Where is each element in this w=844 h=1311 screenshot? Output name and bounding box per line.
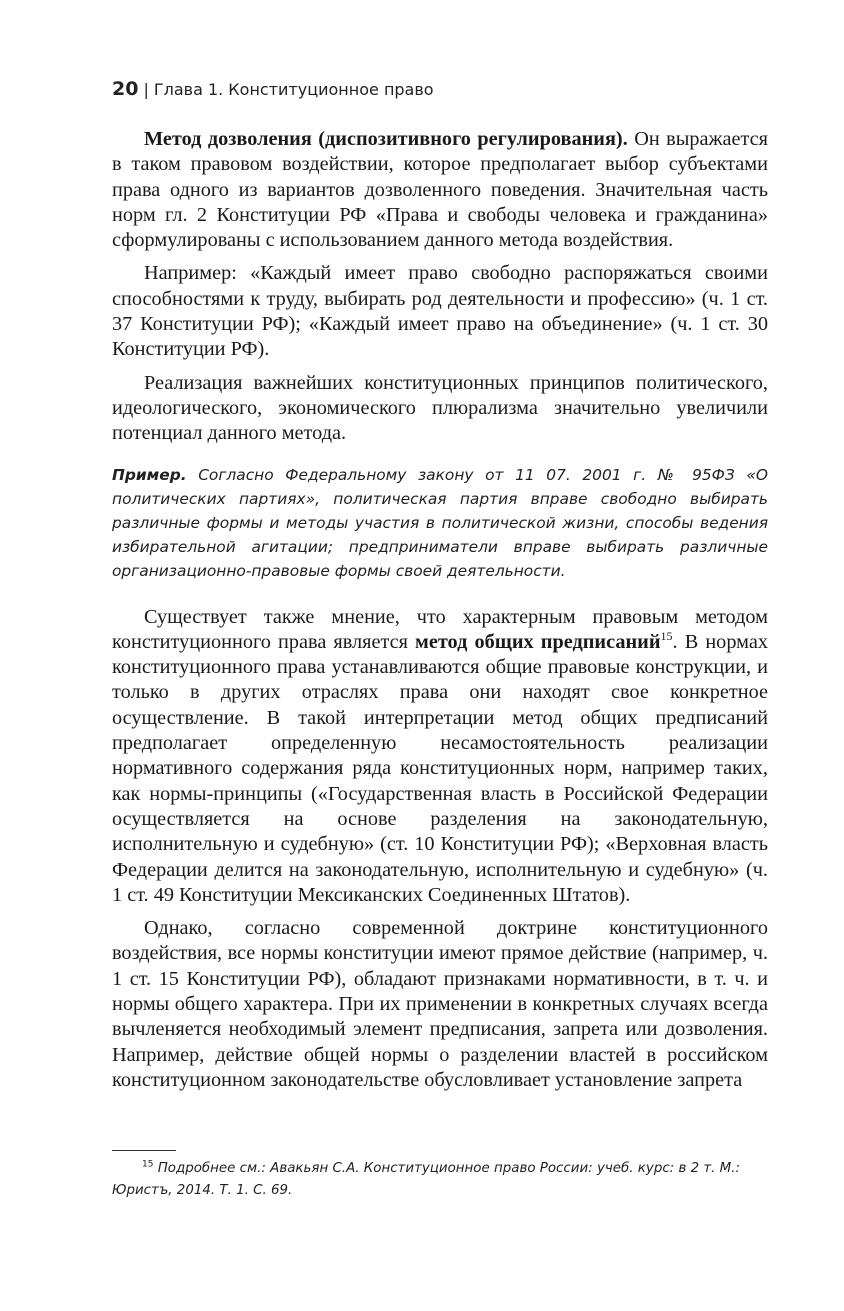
paragraph-pluralism xyxy=(112,371,768,447)
footnote-text: Подробнее см.: Авакьян С.А. Конституционное право России: учеб. курс: в 2 т. М.: Юристъ, 2014. Т. 1. С. 69. xyxy=(112,1161,741,1198)
paragraph-direct-effect xyxy=(112,916,768,1093)
paragraph-text: . В нормах конституционного права устанавливаются общие правовые конструкции, и только в других отраслях права они находят свое конкретное осуществление. В такой интерпретации метод общих предписаний предполагает определенную несамостоятельность реализации нормативного содержания ряда конституционных норм, например таких, как нормы-принципы («Государственная власть в Российской Федерации осуществляется на основе разделения на законодательную, исполнительную и судебную» (ст. 10 Конституции РФ); «Верховная власть Федерации делится на законодательную, исполнительную и судебную» (ч. 1 ст. 49 Конституции Мексиканских Соединенных Штатов). xyxy=(112,630,768,906)
paragraph-general-prescriptions xyxy=(112,605,768,909)
paragraph-text: Существует также мнение, что характерным правовым методом конституционного права является xyxy=(112,605,768,653)
chapter-title: Глава 1. Конституционное право xyxy=(153,80,434,99)
running-header xyxy=(112,78,434,104)
example-box xyxy=(112,463,768,583)
term-method-permission: Метод дозволения (диспозитивного регулирования). xyxy=(144,128,628,150)
footnote-divider xyxy=(112,1150,176,1151)
footnote xyxy=(112,1158,768,1202)
paragraph-text: Например: «Каждый имеет право свободно распоряжаться своими способностями к труду, выбирать род деятельности и профессию» (ч. 1 ст. 37 Конституции РФ); «Каждый имеет право на объединение» (ч. 1 ст. 30 Конституции РФ). xyxy=(112,262,768,361)
paragraph-text: Реализация важнейших конституционных принципов политического, идеологического, экономического плюрализма значительно увеличили потенциал данного метода. xyxy=(112,371,768,445)
example-text: Согласно Федеральному закону от 11 07. 2001 г. № 95ФЗ «О политических партиях», политическая партия вправе свободно выбирать различные формы и методы участия в политической жизни, способы ведения избирательной агитации; предприниматели вправе выбирать различные организационно-правовые формы своей деятельности. xyxy=(112,465,768,580)
header-separator: | xyxy=(143,80,149,99)
page-body xyxy=(112,127,768,1101)
paragraph-method-permission xyxy=(112,127,768,253)
term-general-prescriptions: метод общих предписаний xyxy=(415,630,661,653)
paragraph-text: Он выражается в таком правовом воздействии, которое предполагает выбор субъектами права одного из вариантов дозволенного поведения. Значительная часть норм гл. 2 Конституции РФ «Права и свободы человека и гражданина» сформулированы с использованием данного метода воздействия. xyxy=(112,128,768,252)
footnote-ref[interactable]: 15 xyxy=(660,629,673,644)
paragraph-example-quotes xyxy=(112,261,768,362)
page-number: 20 xyxy=(112,78,139,100)
example-lead: Пример. xyxy=(112,465,187,484)
paragraph-text: Однако, согласно современной доктрине конституционного воздействия, все нормы конституции имеют прямое действие (например, ч. 1 ст. 15 Конституции РФ), обладают признаками нормативности, в т. ч. и нормы общего характера. При их применении в конкретных случаях всегда вычленяется необходимый элемент предписания, запрета или дозволения. Например, действие общей нормы о разделении властей в российском конституционном законодательстве обусловливает установление запрета xyxy=(112,917,768,1091)
footnote-number: 15 xyxy=(142,1159,154,1170)
